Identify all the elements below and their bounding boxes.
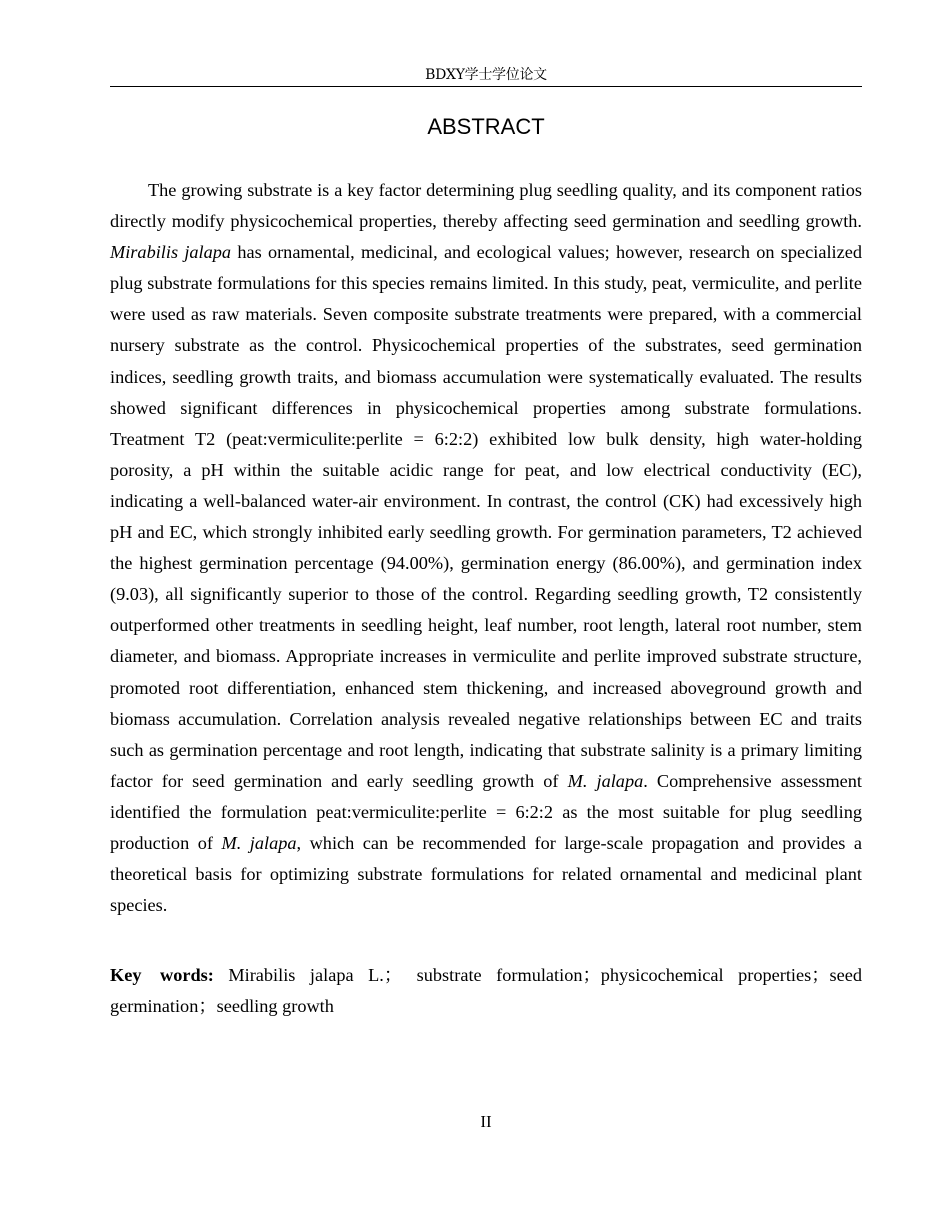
keywords [110, 960, 862, 1022]
keywords-label: Key words: [110, 965, 214, 985]
header-divider [110, 86, 862, 87]
abstract-text-segment-1: The growing substrate is a key factor determining plug seedling quality, and its component ratios directly modify physicochemical properties, thereby affecting seed germination and seedling growth. [110, 180, 862, 232]
species-name-italic: Mirabilis jalapa [110, 242, 232, 263]
abstract-text-segment-2: has ornamental, medicinal, and ecological values; however, research on specialized plug substrate formulations for this species remains limited. In this study, peat, vermiculite, and perlite were used as raw materials. Seven composite substrate treatments were prepared, with a commercial nursery substrate as the control. Physicochemical properties of the substrates, seed germination indices, seedling growth traits, and biomass accumulation were systematically evaluated. The results showed significant differences in physicochemical properties among substrate formulations. Treatment T2 (peat:vermiculite:perlite = 6:2:2) exhibited low bulk density, high water-holding porosity, a pH within the suitable acidic range for peat, and low electrical conductivity (EC), indicating a well-balanced water-air environment. In contrast, the control (CK) had excessively high pH and EC, which strongly inhibited early seedling growth. For germination parameters, T2 achieved the highest germination percentage (94.00%), germination energy (86.00%), and germination index (9.03), all significantly superior to those of the control. Regarding seedling growth, T2 consistently outperformed other treatments in seedling height, leaf number, root length, lateral root number, stem diameter, and biomass. Appropriate increases in vermiculite and perlite improved substrate structure, promoted root differentiation, enhanced stem thickening, and increased aboveground growth and biomass accumulation. Correlation analysis revealed negative relationships between EC and traits such as germination percentage and root length, indicating that substrate salinity is a primary limiting factor for seed germination and early seedling growth of [110, 242, 862, 791]
keywords-text: Mirabilis jalapa L.； substrate formulation；physicochemical properties；seed germination；seedling growth [110, 965, 862, 1016]
species-name-italic: M. jalapa [221, 832, 297, 853]
abstract-text-segment-4: , which can be recommended for large-scale propagation and provides a theoretical basis for optimizing substrate formulations for related ornamental and medicinal plant species. [110, 832, 863, 916]
running-header: BDXY学士学位论文 [425, 67, 547, 83]
abstract-title: ABSTRACT [427, 114, 545, 139]
abstract-paragraph [110, 175, 862, 921]
page-number: II [480, 1112, 492, 1131]
species-name-italic: M. jalapa [567, 770, 644, 791]
abstract-text-segment-3: . Comprehensive assessment identified the formulation peat:vermiculite:perlite = 6:2:2 as the most suitable for plug seedling production of [110, 770, 862, 853]
